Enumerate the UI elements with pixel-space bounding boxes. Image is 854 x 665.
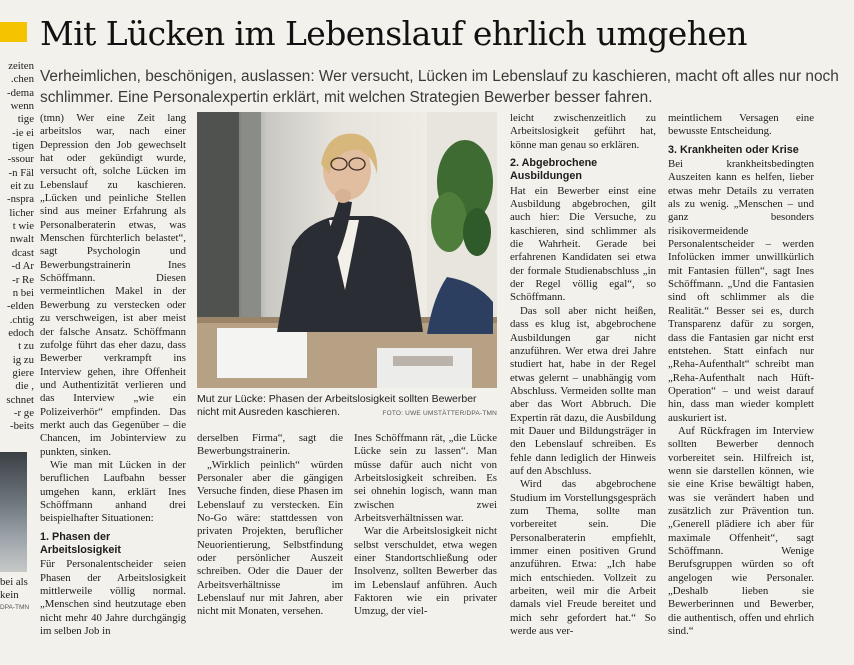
article-column-2 bbox=[197, 432, 343, 619]
paragraph: „Wirklich peinlich“ würden Personaler aber die gängigen Versuche finden, diese Phasen im Lebenslauf zu verstecken. Ein No-Go wäre: stattdessen von privaten Projekten, beruflicher Neuorientierung, Selbstfindung oder persönlicher Auszeit schreiben. Oder die Dauer der Arbeitsverhältnisse im Lebenslauf nur mit Jahren, aber nicht mit Monaten, versehen. bbox=[197, 458, 343, 618]
paragraph: War die Arbeitslosigkeit nicht selbst verschuldet, etwa wegen einer Standortschließung oder Insolvenz, sollten Bewerber das im Lebenslauf anführen. Auch Faktoren wie ein privater Umzug, der viel- bbox=[354, 525, 497, 618]
fragment-line: edoch bbox=[8, 326, 34, 339]
fragment-line: t wie bbox=[12, 220, 34, 233]
neighbor-article-fragment bbox=[0, 60, 34, 434]
fragment-line: eit zu bbox=[10, 180, 34, 193]
paragraph: Bei krankheitsbedingten Auszeiten kann es helfen, lieber etwas mehr Details zu verraten als zu wenig. „Menschen – und ganz besonders risikovermeidende Personalentscheider – werden Infolücken immer unwillkürlich mit Fantasien füllen“, sagt Ines Schöffmann. „Und die Fantasien sind oft schlimmer als die Realität.“ Besser sei es, durch Transparenz dafür zu sorgen, dass die Fantasien gar nicht erst entstehen. Statt einfach nur „Reha-Aufenthalt“ schreibt man „Reha-Aufenthalt nach Hüft-Operation“ – und weist darauf hin, dass man wieder komplett auskuriert ist. bbox=[668, 158, 814, 424]
fragment-line: n Fäl- bbox=[8, 166, 34, 179]
deck-line: schlimmer. Eine Personalexpertin erklärt, mit welchen Strategien Bewerber besser fahren. bbox=[40, 89, 653, 106]
subheading: 3. Krankheiten oder Krise bbox=[668, 143, 799, 156]
fragment-line: licher bbox=[9, 206, 34, 219]
fragment-line: wenn bbox=[10, 100, 34, 113]
section-marker bbox=[0, 22, 27, 42]
fragment-line: ie ei- bbox=[12, 126, 34, 139]
neighbor-credit-fragment: DPA-TMN bbox=[0, 604, 30, 611]
fragment-line: elden- bbox=[7, 300, 34, 313]
fragment-line: ssour- bbox=[7, 153, 34, 166]
fragment-line: tigen bbox=[12, 140, 34, 153]
fragment-line: beits- bbox=[9, 420, 34, 433]
article-column-3-lower bbox=[354, 432, 497, 619]
fragment-line: r ge- bbox=[13, 406, 34, 419]
fragment-line: nspra- bbox=[7, 193, 34, 206]
paragraph: (tmn) Wer eine Zeit lang arbeitslos war, nach einer Depression den Job gewechselt hat oder gekündigt wurde, versucht oft, solche Lücken im Lebenslauf zu kaschieren. „Lücken und peinliche Stellen sind aus meiner Erfahrung als Personalberaterin etwas, was Menschen fürchterlich belastet“, sagt Psychologin und Bewerbungstrainerin Ines Schöffmann. Diesen vermeintlichen Makel in der Bewerbung zu verstecken oder zu verschweigen, ist aber meist der falsche Ansatz. Schöffmann zufolge führt das eher dazu, dass Bewerber verkrampft ins Interview gehen, ihre Offenheit und Authentizität verlieren und das Interview „wie ein Polizeiverhör“ empfinden. Das merkt auch das Gegenüber – die Chancen, im Jobinterview zu punkten, sinken. bbox=[40, 112, 186, 458]
paragraph: Für Personalentscheider seien Phasen der Arbeitslosigkeit mittlerweile völlig normal. „Menschen sind heutzutage eben nicht mehr 40 Jahre durchgängig im selben Job in bbox=[40, 558, 186, 638]
woman-at-desk-photo bbox=[197, 112, 497, 388]
fragment-line: schnet bbox=[6, 393, 34, 406]
fragment-line: t zu bbox=[18, 340, 34, 353]
paragraph: meintlichem Versagen eine bewusste Entscheidung. bbox=[668, 112, 814, 138]
paragraph: Hat ein Bewerber einst eine Ausbildung abgebrochen, gilt auch hier: Die Versuche, zu kaschieren, sind schlimmer als die Wahrheit. Gerade bei erfahrenen Kandidaten sei etwa der formale Studienabschluss „in der Regel völlig egal“, so Schöffmann. bbox=[510, 184, 656, 304]
neighbor-photo-fragment bbox=[0, 452, 27, 572]
fragment-line: zeiten bbox=[8, 60, 34, 72]
fragment-line: tige bbox=[17, 113, 34, 126]
headline: Mit Lücken im Lebenslauf ehrlich umgehen bbox=[40, 14, 747, 53]
fragment-line: chen. bbox=[10, 73, 34, 86]
subheading: 1. Phasen der Arbeitslosigkeit bbox=[40, 530, 121, 556]
paragraph: Auf Rückfragen im Interview sollten Bewerber dennoch vorbereitet sein. Hilfreich ist, wenn sie darstellen können, wie sie eine Krise bewältigt haben, was sie verändert haben und zusätzlich zur Prävention tun. „Generell plädiere ich aber für maximale Offenheit“, sagt Schöffmann. Wenige Berufsgruppen würden so oft angelogen wie Personaler. „Deshalb lieben sie Bewerberinnen und Bewerber, die authentisch, offen und ehrlich sind.“ bbox=[668, 424, 814, 638]
neighbor-caption-fragment: kein bbox=[0, 589, 19, 601]
fragment-line: dcast bbox=[11, 246, 34, 259]
fragment-line: d Ar- bbox=[11, 260, 34, 273]
photo-credit: FOTO: UWE UMSTÄTTER/DPA-TMN bbox=[382, 410, 497, 417]
deck bbox=[40, 66, 840, 108]
paragraph: Ines Schöffmann rät, „die Lücke Lücke sein zu lassen“. Man müsse dafür auch nicht von Arbeitslosigkeit schreiben. Es sei ohnehin logisch, wann man zwischen zwei Arbeitsverhältnissen war. bbox=[354, 432, 497, 525]
paragraph: Wie man mit Lücken in der beruflichen Laufbahn besser umgehen kann, erklärt Ines Schöffmann anhand drei beispielhafter Situationen: bbox=[40, 458, 186, 525]
article-column-4 bbox=[510, 112, 656, 638]
paragraph: derselben Firma“, sagt die Bewerbungstrainerin. bbox=[197, 432, 343, 458]
fragment-line: , die bbox=[15, 380, 34, 393]
fragment-line: chtig. bbox=[9, 313, 34, 326]
fragment-line: nwalt bbox=[10, 233, 34, 246]
fragment-line: dema- bbox=[7, 86, 34, 99]
paragraph: Das soll aber nicht heißen, dass es klug ist, abgebrochene Ausbildungen gar nicht anzuführen. Wer etwa drei Jahre studiert hat, habe in der Regel etwas gelernt – unabhängig vom Abschluss. Vermeiden sollte man aber das Wort Abbruch. Die Expertin rät dazu, die Ausbildung mit Dauer und Bildungsträger in den Lebenslauf schreiben. Es fehle dann lediglich der Hinweis auf den Abschluss. bbox=[510, 304, 656, 477]
subheading: 2. Abgebrochene Ausbildungen bbox=[510, 157, 598, 183]
photo-caption: Mut zur Lücke: Phasen der Arbeitslosigkeit sollten Bewerber nicht mit Ausreden kaschieren. bbox=[197, 393, 477, 418]
fragment-line: r Re- bbox=[12, 273, 34, 286]
deck-line: Verheimlichen, beschönigen, auslassen: Wer versucht, Lücken im Lebenslauf zu kaschieren, macht oft alles nur noch bbox=[40, 68, 839, 85]
neighbor-caption-fragment: bei als bbox=[0, 576, 28, 588]
fragment-line: ig zu bbox=[12, 353, 34, 366]
paragraph: leicht zwischenzeitlich zu Arbeitslosigkeit geführt hat, könne man genau so erklären. bbox=[510, 112, 656, 151]
fragment-line: giere bbox=[12, 366, 34, 379]
paragraph: Wird das abgebrochene Studium im Vorstellungsgespräch zum Thema, sollte man vorbereitet sein. Die Personalberaterin empfiehlt, immer einen positiven Grund anzuführen. Etwa: „Ich habe mich entschieden. Vollzeit zu arbeiten, weil mir die Arbeit damals viel Freude bereitet und mich sehr gefordert hat.“ So werde aus ver- bbox=[510, 478, 656, 638]
article-photo bbox=[197, 112, 497, 388]
article-column-1 bbox=[40, 112, 186, 638]
fragment-line: n bei bbox=[12, 286, 34, 299]
article-column-5 bbox=[668, 112, 814, 638]
